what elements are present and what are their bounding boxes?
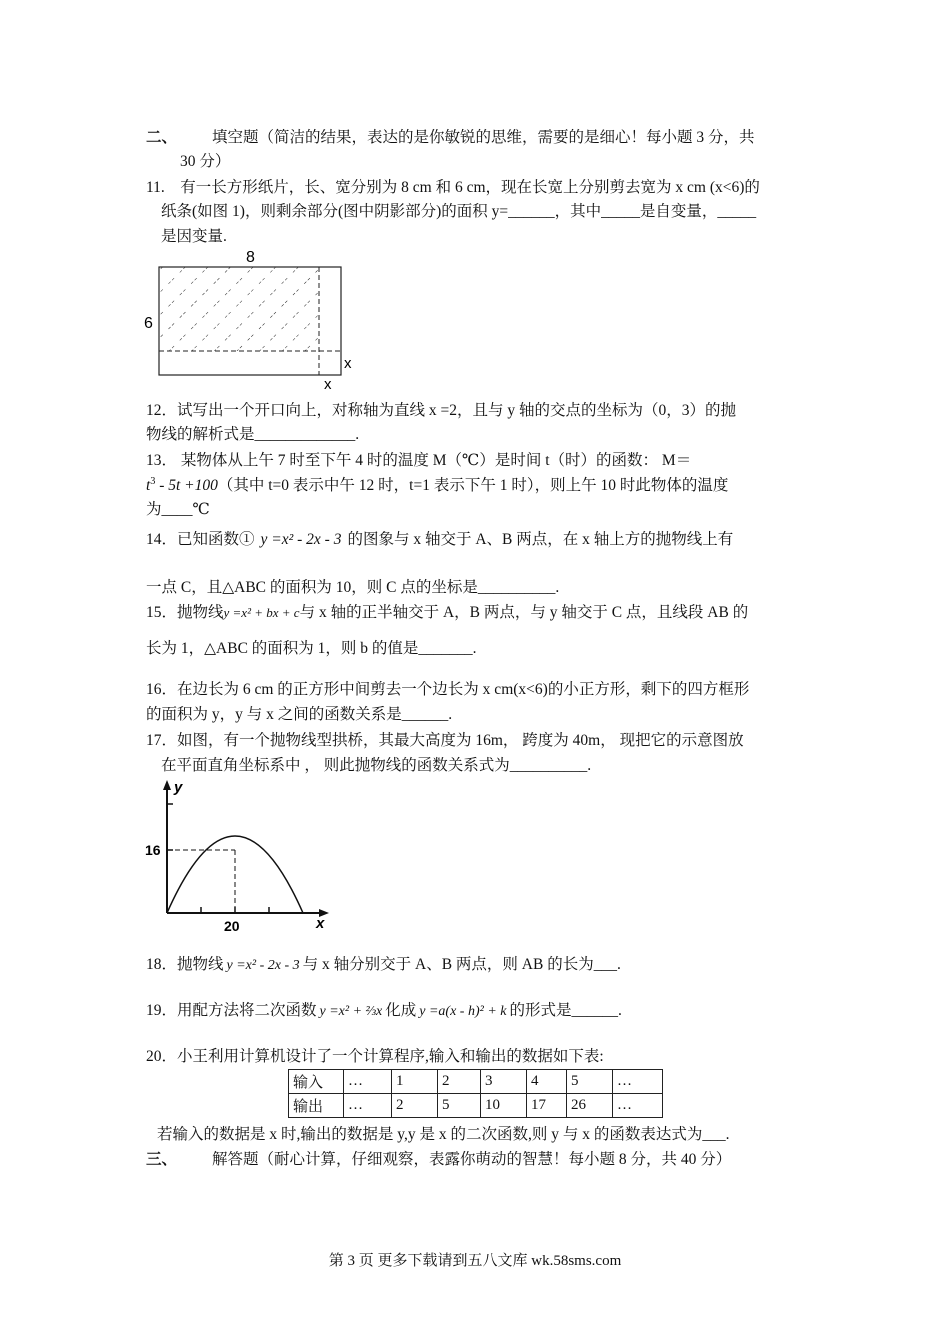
table-cell: 输入 bbox=[289, 1070, 344, 1094]
q13-line2-rest: （其中 t=0 表示中午 12 时，t=1 表示下午 1 时），则上午 10 时此物体的温度 bbox=[217, 477, 729, 494]
q11-line1: 11. 有一长方形纸片，长、宽分别为 8 cm 和 6 cm，现在长宽上分别剪去宽为 x cm (x<6)的 bbox=[146, 179, 760, 196]
label-width: 6 bbox=[144, 315, 153, 332]
table-cell: … bbox=[613, 1070, 663, 1094]
label-y: y bbox=[174, 779, 183, 796]
q14-line1 bbox=[146, 530, 733, 550]
q13-line1: 13． 某物体从上午 7 时至下午 4 时的温度 M（℃）是时间 t（时）的函数： M＝ bbox=[146, 452, 692, 469]
table-cell: 17 bbox=[527, 1094, 567, 1118]
section-title-cont: 30 分） bbox=[180, 153, 231, 170]
q16-line1: 16．在边长为 6 cm 的正方形中间剪去一个边长为 x cm(x<6)的小正方形，剩下的四方框形 bbox=[146, 681, 750, 698]
q13-line3: 为____℃ bbox=[146, 501, 210, 518]
figure-arch-bridge bbox=[140, 776, 340, 936]
section3-number: 三、 bbox=[146, 1151, 178, 1168]
q18-suffix: 与 x 轴分别交于 A、B 两点，则 AB 的长为___. bbox=[302, 956, 621, 973]
table-cell: 2 bbox=[438, 1070, 481, 1094]
q14-suffix: 的图象与 x 轴交于 A、B 两点，在 x 轴上方的抛物线上有 bbox=[347, 531, 734, 548]
q14-prefix: 14．已知函数① bbox=[146, 531, 255, 548]
q20-line2: 若输入的数据是 x 时,输出的数据是 y,y 是 x 的二次函数,则 y 与 x 的函数表达式为___. bbox=[157, 1126, 730, 1143]
q14-line2: 一点 C，且△ABC 的面积为 10，则 C 点的坐标是__________. bbox=[146, 579, 560, 596]
q15-line2: 长为 1，△ABC 的面积为 1，则 b 的值是_______. bbox=[146, 640, 477, 657]
q15-prefix: 15．抛物线 bbox=[146, 604, 224, 621]
table-cell: 5 bbox=[567, 1070, 613, 1094]
q20-line1: 20．小王利用计算机设计了一个计算程序,输入和输出的数据如下表: bbox=[146, 1048, 604, 1065]
shaded-region bbox=[159, 267, 319, 351]
table-cell: 10 bbox=[481, 1094, 527, 1118]
q18-line1 bbox=[146, 955, 621, 976]
io-table bbox=[288, 1069, 663, 1118]
table-cell: 2 bbox=[392, 1094, 438, 1118]
q19-mid: 化成 bbox=[385, 1002, 417, 1019]
q15-formula: y =x² + bx + c bbox=[223, 605, 300, 620]
label-cut-bottom: x bbox=[324, 376, 332, 392]
label-length: 8 bbox=[246, 249, 255, 266]
label-16: 16 bbox=[145, 842, 161, 858]
q12-line1: 12．试写出一个开口向上，对称轴为直线 x =2，且与 y 轴的交点的坐标为（0，3）的抛 bbox=[146, 402, 736, 419]
table-cell: … bbox=[613, 1094, 663, 1118]
q19-formula: y =x² + ⅔x bbox=[319, 1004, 383, 1019]
q16-line2: 的面积为 y，y 与 x 之间的函数关系是______. bbox=[146, 706, 453, 723]
table-row bbox=[289, 1094, 663, 1118]
section-title: 填空题（简洁的结果，表达的是你敏锐的思维，需要的是细心！每小题 3 分，共 bbox=[212, 129, 755, 146]
q18-formula: y =x² - 2x - 3 bbox=[226, 958, 300, 973]
q11-line2: 纸条(如图 1)，则剩余部分(图中阴影部分)的面积 y=______，其中_____是自变量，_____ bbox=[161, 203, 757, 220]
q11-line3: 是因变量. bbox=[161, 228, 227, 245]
table-cell: 5 bbox=[438, 1094, 481, 1118]
q19-line1 bbox=[146, 1001, 622, 1022]
q19-suffix: 的形式是______. bbox=[509, 1002, 622, 1019]
table-cell: 26 bbox=[567, 1094, 613, 1118]
table-cell: 4 bbox=[527, 1070, 567, 1094]
label-20: 20 bbox=[224, 918, 240, 934]
q19-formula2: y =a(x - h)² + k bbox=[419, 1004, 507, 1019]
figure-1-rectangle bbox=[140, 244, 380, 392]
section-number: 二、 bbox=[146, 129, 178, 146]
q13-line2: $t^3 - 5t +100$（其中 t=0 表示中午 12 时，t=1 表示下午 1 时），则上午 10 时此物体的温度 bbox=[146, 476, 729, 494]
table-cell: 1 bbox=[392, 1070, 438, 1094]
label-x: x bbox=[316, 915, 325, 932]
q13-formula-a: t bbox=[146, 477, 151, 494]
q14-formula: y =x² - 2x - 3 bbox=[260, 531, 342, 548]
table-cell: … bbox=[344, 1094, 392, 1118]
q17-line1: 17．如图，有一个抛物线型拱桥，其最大高度为 16m， 跨度为 40m， 现把它的示意图放 bbox=[146, 732, 744, 749]
label-cut-right: x bbox=[344, 355, 352, 372]
table-cell: … bbox=[344, 1070, 392, 1094]
q13-formula-b: - 5t +100 bbox=[155, 477, 218, 494]
q18-prefix: 18．抛物线 bbox=[146, 956, 224, 973]
page-footer: 第 3 页 更多下载请到五八文库 wk.58sms.com bbox=[328, 1253, 622, 1269]
table-cell: 输出 bbox=[289, 1094, 344, 1118]
y-axis-arrow bbox=[163, 780, 171, 790]
q19-prefix: 19．用配方法将二次函数 bbox=[146, 1002, 317, 1019]
table-cell: 3 bbox=[481, 1070, 527, 1094]
q12-line2: 物线的解析式是_____________. bbox=[146, 426, 360, 443]
table-row bbox=[289, 1070, 663, 1094]
section3-title: 解答题（耐心计算，仔细观察，表露你萌动的智慧！每小题 8 分，共 40 分） bbox=[212, 1151, 732, 1168]
q15-line1 bbox=[146, 603, 748, 623]
q17-line2: 在平面直角坐标系中 ， 则此抛物线的函数关系式为__________. bbox=[161, 757, 592, 774]
q15-suffix: 与 x 轴的正半轴交于 A，B 两点，与 y 轴交于 C 点，且线段 AB 的 bbox=[299, 604, 749, 621]
